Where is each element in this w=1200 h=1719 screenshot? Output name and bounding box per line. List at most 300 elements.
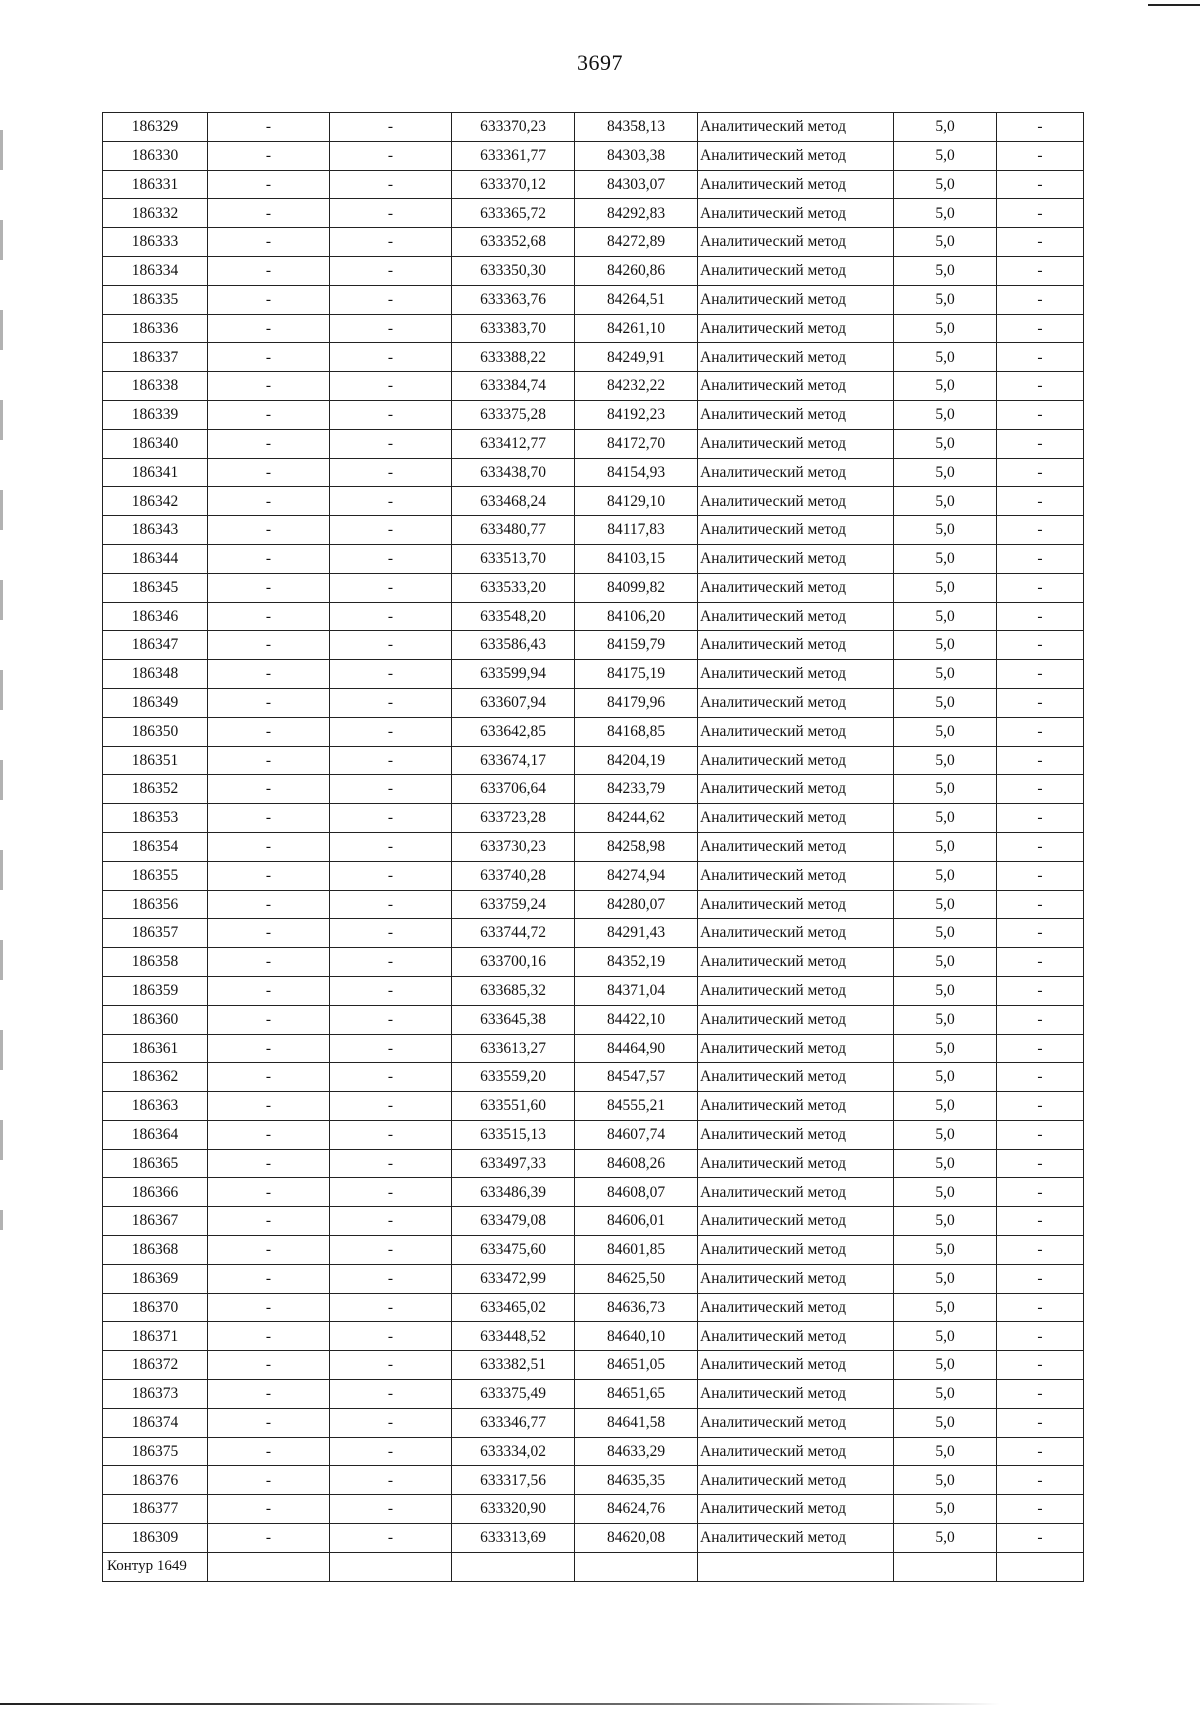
accuracy-cell: 5,0 xyxy=(894,948,997,977)
table-row xyxy=(103,372,1084,401)
table-row xyxy=(103,1437,1084,1466)
point-number-cell: 186340 xyxy=(103,429,208,458)
point-number-cell: 186349 xyxy=(103,688,208,717)
contour-label: Контур 1649 xyxy=(103,1552,208,1581)
method-cell: Аналитический метод xyxy=(698,890,894,919)
y-coordinate-cell: 84303,07 xyxy=(575,170,698,199)
bottom-scan-line xyxy=(0,1703,1000,1705)
accuracy-cell: 5,0 xyxy=(894,458,997,487)
column8-cell: - xyxy=(997,141,1084,170)
table-row xyxy=(103,1495,1084,1524)
table-row xyxy=(103,775,1084,804)
x-coordinate-cell: 633334,02 xyxy=(452,1437,575,1466)
x-coordinate-cell: 633472,99 xyxy=(452,1264,575,1293)
y-coordinate-cell: 84608,26 xyxy=(575,1149,698,1178)
column2-cell: - xyxy=(208,1236,330,1265)
empty-cell xyxy=(208,1552,330,1581)
accuracy-cell: 5,0 xyxy=(894,861,997,890)
column8-cell: - xyxy=(997,1408,1084,1437)
x-coordinate-cell: 633645,38 xyxy=(452,1005,575,1034)
y-coordinate-cell: 84192,23 xyxy=(575,400,698,429)
table-row xyxy=(103,429,1084,458)
method-cell: Аналитический метод xyxy=(698,1207,894,1236)
column8-cell: - xyxy=(997,631,1084,660)
table-row xyxy=(103,544,1084,573)
accuracy-cell: 5,0 xyxy=(894,343,997,372)
point-number-cell: 186335 xyxy=(103,285,208,314)
y-coordinate-cell: 84651,65 xyxy=(575,1380,698,1409)
method-cell: Аналитический метод xyxy=(698,775,894,804)
method-cell: Аналитический метод xyxy=(698,1351,894,1380)
column8-cell: - xyxy=(997,544,1084,573)
column3-cell: - xyxy=(330,1495,452,1524)
page-number: 3697 xyxy=(577,50,623,75)
x-coordinate-cell: 633361,77 xyxy=(452,141,575,170)
column8-cell: - xyxy=(997,861,1084,890)
table-row xyxy=(103,948,1084,977)
point-number-cell: 186346 xyxy=(103,602,208,631)
point-number-cell: 186371 xyxy=(103,1322,208,1351)
accuracy-cell: 5,0 xyxy=(894,746,997,775)
column3-cell: - xyxy=(330,1524,452,1553)
method-cell: Аналитический метод xyxy=(698,1120,894,1149)
method-cell: Аналитический метод xyxy=(698,573,894,602)
column8-cell: - xyxy=(997,487,1084,516)
column8-cell: - xyxy=(997,458,1084,487)
x-coordinate-cell: 633475,60 xyxy=(452,1236,575,1265)
point-number-cell: 186347 xyxy=(103,631,208,660)
point-number-cell: 186352 xyxy=(103,775,208,804)
accuracy-cell: 5,0 xyxy=(894,1380,997,1409)
x-coordinate-cell: 633497,33 xyxy=(452,1149,575,1178)
accuracy-cell: 5,0 xyxy=(894,1322,997,1351)
column8-cell: - xyxy=(997,660,1084,689)
point-number-cell: 186376 xyxy=(103,1466,208,1495)
point-number-cell: 186338 xyxy=(103,372,208,401)
column3-cell: - xyxy=(330,804,452,833)
method-cell: Аналитический метод xyxy=(698,602,894,631)
table-row xyxy=(103,343,1084,372)
accuracy-cell: 5,0 xyxy=(894,602,997,631)
y-coordinate-cell: 84633,29 xyxy=(575,1437,698,1466)
column3-cell: - xyxy=(330,1380,452,1409)
column2-cell: - xyxy=(208,1264,330,1293)
point-number-cell: 186368 xyxy=(103,1236,208,1265)
y-coordinate-cell: 84303,38 xyxy=(575,141,698,170)
column8-cell: - xyxy=(997,1034,1084,1063)
y-coordinate-cell: 84175,19 xyxy=(575,660,698,689)
accuracy-cell: 5,0 xyxy=(894,1149,997,1178)
method-cell: Аналитический метод xyxy=(698,1322,894,1351)
empty-cell xyxy=(452,1552,575,1581)
column2-cell: - xyxy=(208,832,330,861)
x-coordinate-cell: 633486,39 xyxy=(452,1178,575,1207)
x-coordinate-cell: 633350,30 xyxy=(452,256,575,285)
point-number-cell: 186355 xyxy=(103,861,208,890)
table-row xyxy=(103,170,1084,199)
y-coordinate-cell: 84159,79 xyxy=(575,631,698,660)
method-cell: Аналитический метод xyxy=(698,861,894,890)
column2-cell: - xyxy=(208,1120,330,1149)
method-cell: Аналитический метод xyxy=(698,832,894,861)
column2-cell: - xyxy=(208,1207,330,1236)
accuracy-cell: 5,0 xyxy=(894,400,997,429)
method-cell: Аналитический метод xyxy=(698,1264,894,1293)
table-row xyxy=(103,688,1084,717)
table-row xyxy=(103,1034,1084,1063)
y-coordinate-cell: 84607,74 xyxy=(575,1120,698,1149)
column3-cell: - xyxy=(330,1063,452,1092)
point-number-cell: 186353 xyxy=(103,804,208,833)
column8-cell: - xyxy=(997,1524,1084,1553)
column8-cell: - xyxy=(997,1120,1084,1149)
x-coordinate-cell: 633599,94 xyxy=(452,660,575,689)
x-coordinate-cell: 633559,20 xyxy=(452,1063,575,1092)
accuracy-cell: 5,0 xyxy=(894,1524,997,1553)
column3-cell: - xyxy=(330,141,452,170)
method-cell: Аналитический метод xyxy=(698,1149,894,1178)
accuracy-cell: 5,0 xyxy=(894,1437,997,1466)
column3-cell: - xyxy=(330,717,452,746)
x-coordinate-cell: 633317,56 xyxy=(452,1466,575,1495)
point-number-cell: 186363 xyxy=(103,1092,208,1121)
table-row xyxy=(103,1120,1084,1149)
accuracy-cell: 5,0 xyxy=(894,314,997,343)
column3-cell: - xyxy=(330,429,452,458)
y-coordinate-cell: 84168,85 xyxy=(575,717,698,746)
x-coordinate-cell: 633607,94 xyxy=(452,688,575,717)
column3-cell: - xyxy=(330,1408,452,1437)
accuracy-cell: 5,0 xyxy=(894,1264,997,1293)
column8-cell: - xyxy=(997,1466,1084,1495)
point-number-cell: 186357 xyxy=(103,919,208,948)
y-coordinate-cell: 84640,10 xyxy=(575,1322,698,1351)
x-coordinate-cell: 633740,28 xyxy=(452,861,575,890)
column2-cell: - xyxy=(208,400,330,429)
point-number-cell: 186343 xyxy=(103,516,208,545)
y-coordinate-cell: 84106,20 xyxy=(575,602,698,631)
column8-cell: - xyxy=(997,1437,1084,1466)
table-row xyxy=(103,1380,1084,1409)
accuracy-cell: 5,0 xyxy=(894,688,997,717)
column2-cell: - xyxy=(208,458,330,487)
point-number-cell: 186345 xyxy=(103,573,208,602)
column2-cell: - xyxy=(208,1495,330,1524)
point-number-cell: 186375 xyxy=(103,1437,208,1466)
accuracy-cell: 5,0 xyxy=(894,1092,997,1121)
accuracy-cell: 5,0 xyxy=(894,516,997,545)
point-number-cell: 186329 xyxy=(103,113,208,142)
table-row xyxy=(103,1408,1084,1437)
point-number-cell: 186344 xyxy=(103,544,208,573)
column3-cell: - xyxy=(330,631,452,660)
table-row xyxy=(103,1322,1084,1351)
column3-cell: - xyxy=(330,775,452,804)
column3-cell: - xyxy=(330,1092,452,1121)
y-coordinate-cell: 84547,57 xyxy=(575,1063,698,1092)
accuracy-cell: 5,0 xyxy=(894,1034,997,1063)
method-cell: Аналитический метод xyxy=(698,1408,894,1437)
column2-cell: - xyxy=(208,1034,330,1063)
x-coordinate-cell: 633533,20 xyxy=(452,573,575,602)
table-row xyxy=(103,1092,1084,1121)
x-coordinate-cell: 633515,13 xyxy=(452,1120,575,1149)
x-coordinate-cell: 633383,70 xyxy=(452,314,575,343)
column8-cell: - xyxy=(997,1236,1084,1265)
table-row xyxy=(103,1005,1084,1034)
point-number-cell: 186348 xyxy=(103,660,208,689)
point-number-cell: 186351 xyxy=(103,746,208,775)
table-row xyxy=(103,1149,1084,1178)
y-coordinate-cell: 84232,22 xyxy=(575,372,698,401)
column3-cell: - xyxy=(330,1178,452,1207)
x-coordinate-cell: 633313,69 xyxy=(452,1524,575,1553)
column3-cell: - xyxy=(330,1005,452,1034)
column8-cell: - xyxy=(997,1322,1084,1351)
column8-cell: - xyxy=(997,228,1084,257)
column2-cell: - xyxy=(208,343,330,372)
column8-cell: - xyxy=(997,804,1084,833)
y-coordinate-cell: 84641,58 xyxy=(575,1408,698,1437)
point-number-cell: 186364 xyxy=(103,1120,208,1149)
accuracy-cell: 5,0 xyxy=(894,1495,997,1524)
column3-cell: - xyxy=(330,1351,452,1380)
x-coordinate-cell: 633468,24 xyxy=(452,487,575,516)
column8-cell: - xyxy=(997,919,1084,948)
accuracy-cell: 5,0 xyxy=(894,487,997,516)
x-coordinate-cell: 633548,20 xyxy=(452,602,575,631)
y-coordinate-cell: 84272,89 xyxy=(575,228,698,257)
column8-cell: - xyxy=(997,314,1084,343)
y-coordinate-cell: 84233,79 xyxy=(575,775,698,804)
column2-cell: - xyxy=(208,199,330,228)
table-row xyxy=(103,1063,1084,1092)
method-cell: Аналитический метод xyxy=(698,1437,894,1466)
x-coordinate-cell: 633412,77 xyxy=(452,429,575,458)
point-number-cell: 186370 xyxy=(103,1293,208,1322)
table-row xyxy=(103,1466,1084,1495)
x-coordinate-cell: 633382,51 xyxy=(452,1351,575,1380)
accuracy-cell: 5,0 xyxy=(894,660,997,689)
method-cell: Аналитический метод xyxy=(698,314,894,343)
column3-cell: - xyxy=(330,1120,452,1149)
column3-cell: - xyxy=(330,199,452,228)
column2-cell: - xyxy=(208,1063,330,1092)
point-number-cell: 186361 xyxy=(103,1034,208,1063)
y-coordinate-cell: 84606,01 xyxy=(575,1207,698,1236)
y-coordinate-cell: 84280,07 xyxy=(575,890,698,919)
accuracy-cell: 5,0 xyxy=(894,631,997,660)
y-coordinate-cell: 84464,90 xyxy=(575,1034,698,1063)
method-cell: Аналитический метод xyxy=(698,1236,894,1265)
column2-cell: - xyxy=(208,170,330,199)
x-coordinate-cell: 633375,28 xyxy=(452,400,575,429)
table-row xyxy=(103,314,1084,343)
column8-cell: - xyxy=(997,429,1084,458)
column2-cell: - xyxy=(208,804,330,833)
y-coordinate-cell: 84244,62 xyxy=(575,804,698,833)
accuracy-cell: 5,0 xyxy=(894,1293,997,1322)
point-number-cell: 186369 xyxy=(103,1264,208,1293)
x-coordinate-cell: 633346,77 xyxy=(452,1408,575,1437)
column8-cell: - xyxy=(997,256,1084,285)
method-cell: Аналитический метод xyxy=(698,544,894,573)
method-cell: Аналитический метод xyxy=(698,746,894,775)
table-row xyxy=(103,602,1084,631)
y-coordinate-cell: 84274,94 xyxy=(575,861,698,890)
x-coordinate-cell: 633685,32 xyxy=(452,976,575,1005)
column2-cell: - xyxy=(208,890,330,919)
column3-cell: - xyxy=(330,890,452,919)
y-coordinate-cell: 84103,15 xyxy=(575,544,698,573)
table-row xyxy=(103,976,1084,1005)
method-cell: Аналитический метод xyxy=(698,1005,894,1034)
y-coordinate-cell: 84260,86 xyxy=(575,256,698,285)
method-cell: Аналитический метод xyxy=(698,400,894,429)
point-number-cell: 186354 xyxy=(103,832,208,861)
table-row xyxy=(103,400,1084,429)
accuracy-cell: 5,0 xyxy=(894,1178,997,1207)
column3-cell: - xyxy=(330,314,452,343)
point-number-cell: 186377 xyxy=(103,1495,208,1524)
empty-cell xyxy=(330,1552,452,1581)
column8-cell: - xyxy=(997,976,1084,1005)
x-coordinate-cell: 633674,17 xyxy=(452,746,575,775)
table-row xyxy=(103,717,1084,746)
method-cell: Аналитический метод xyxy=(698,1524,894,1553)
accuracy-cell: 5,0 xyxy=(894,170,997,199)
column2-cell: - xyxy=(208,256,330,285)
x-coordinate-cell: 633363,76 xyxy=(452,285,575,314)
coordinates-table xyxy=(102,112,1084,1582)
column3-cell: - xyxy=(330,832,452,861)
accuracy-cell: 5,0 xyxy=(894,717,997,746)
method-cell: Аналитический метод xyxy=(698,1178,894,1207)
accuracy-cell: 5,0 xyxy=(894,141,997,170)
point-number-cell: 186373 xyxy=(103,1380,208,1409)
table-row xyxy=(103,573,1084,602)
method-cell: Аналитический метод xyxy=(698,717,894,746)
accuracy-cell: 5,0 xyxy=(894,573,997,602)
column8-cell: - xyxy=(997,1293,1084,1322)
accuracy-cell: 5,0 xyxy=(894,1236,997,1265)
column2-cell: - xyxy=(208,1437,330,1466)
y-coordinate-cell: 84258,98 xyxy=(575,832,698,861)
column8-cell: - xyxy=(997,1149,1084,1178)
method-cell: Аналитический метод xyxy=(698,660,894,689)
table-row xyxy=(103,861,1084,890)
column8-cell: - xyxy=(997,1264,1084,1293)
table-row xyxy=(103,890,1084,919)
point-number-cell: 186339 xyxy=(103,400,208,429)
method-cell: Аналитический метод xyxy=(698,804,894,833)
method-cell: Аналитический метод xyxy=(698,1495,894,1524)
column8-cell: - xyxy=(997,372,1084,401)
accuracy-cell: 5,0 xyxy=(894,976,997,1005)
point-number-cell: 186372 xyxy=(103,1351,208,1380)
method-cell: Аналитический метод xyxy=(698,487,894,516)
table-row xyxy=(103,199,1084,228)
column2-cell: - xyxy=(208,372,330,401)
column2-cell: - xyxy=(208,516,330,545)
top-right-scan-line xyxy=(1148,4,1200,6)
column3-cell: - xyxy=(330,458,452,487)
column8-cell: - xyxy=(997,285,1084,314)
column2-cell: - xyxy=(208,919,330,948)
accuracy-cell: 5,0 xyxy=(894,775,997,804)
column8-cell: - xyxy=(997,170,1084,199)
column2-cell: - xyxy=(208,285,330,314)
column2-cell: - xyxy=(208,1380,330,1409)
column8-cell: - xyxy=(997,1495,1084,1524)
point-number-cell: 186362 xyxy=(103,1063,208,1092)
y-coordinate-cell: 84154,93 xyxy=(575,458,698,487)
column3-cell: - xyxy=(330,487,452,516)
empty-cell xyxy=(575,1552,698,1581)
column2-cell: - xyxy=(208,976,330,1005)
y-coordinate-cell: 84651,05 xyxy=(575,1351,698,1380)
y-coordinate-cell: 84099,82 xyxy=(575,573,698,602)
column8-cell: - xyxy=(997,602,1084,631)
accuracy-cell: 5,0 xyxy=(894,832,997,861)
method-cell: Аналитический метод xyxy=(698,199,894,228)
x-coordinate-cell: 633706,64 xyxy=(452,775,575,804)
column8-cell: - xyxy=(997,1178,1084,1207)
point-number-cell: 186334 xyxy=(103,256,208,285)
x-coordinate-cell: 633438,70 xyxy=(452,458,575,487)
empty-cell xyxy=(997,1552,1084,1581)
x-coordinate-cell: 633613,27 xyxy=(452,1034,575,1063)
accuracy-cell: 5,0 xyxy=(894,804,997,833)
x-coordinate-cell: 633384,74 xyxy=(452,372,575,401)
x-coordinate-cell: 633479,08 xyxy=(452,1207,575,1236)
column2-cell: - xyxy=(208,1408,330,1437)
column2-cell: - xyxy=(208,1524,330,1553)
accuracy-cell: 5,0 xyxy=(894,1005,997,1034)
method-cell: Аналитический метод xyxy=(698,429,894,458)
column2-cell: - xyxy=(208,314,330,343)
point-number-cell: 186342 xyxy=(103,487,208,516)
column2-cell: - xyxy=(208,573,330,602)
x-coordinate-cell: 633586,43 xyxy=(452,631,575,660)
column3-cell: - xyxy=(330,228,452,257)
column2-cell: - xyxy=(208,688,330,717)
point-number-cell: 186341 xyxy=(103,458,208,487)
column3-cell: - xyxy=(330,1466,452,1495)
column3-cell: - xyxy=(330,1034,452,1063)
column2-cell: - xyxy=(208,1092,330,1121)
point-number-cell: 186332 xyxy=(103,199,208,228)
method-cell: Аналитический метод xyxy=(698,228,894,257)
point-number-cell: 186309 xyxy=(103,1524,208,1553)
x-coordinate-cell: 633320,90 xyxy=(452,1495,575,1524)
column3-cell: - xyxy=(330,256,452,285)
column3-cell: - xyxy=(330,976,452,1005)
column2-cell: - xyxy=(208,717,330,746)
accuracy-cell: 5,0 xyxy=(894,1351,997,1380)
column2-cell: - xyxy=(208,1466,330,1495)
table-row xyxy=(103,804,1084,833)
left-binding-marks xyxy=(0,130,3,1230)
accuracy-cell: 5,0 xyxy=(894,1120,997,1149)
column2-cell: - xyxy=(208,487,330,516)
method-cell: Аналитический метод xyxy=(698,285,894,314)
y-coordinate-cell: 84371,04 xyxy=(575,976,698,1005)
column8-cell: - xyxy=(997,688,1084,717)
method-cell: Аналитический метод xyxy=(698,372,894,401)
accuracy-cell: 5,0 xyxy=(894,1207,997,1236)
column8-cell: - xyxy=(997,573,1084,602)
